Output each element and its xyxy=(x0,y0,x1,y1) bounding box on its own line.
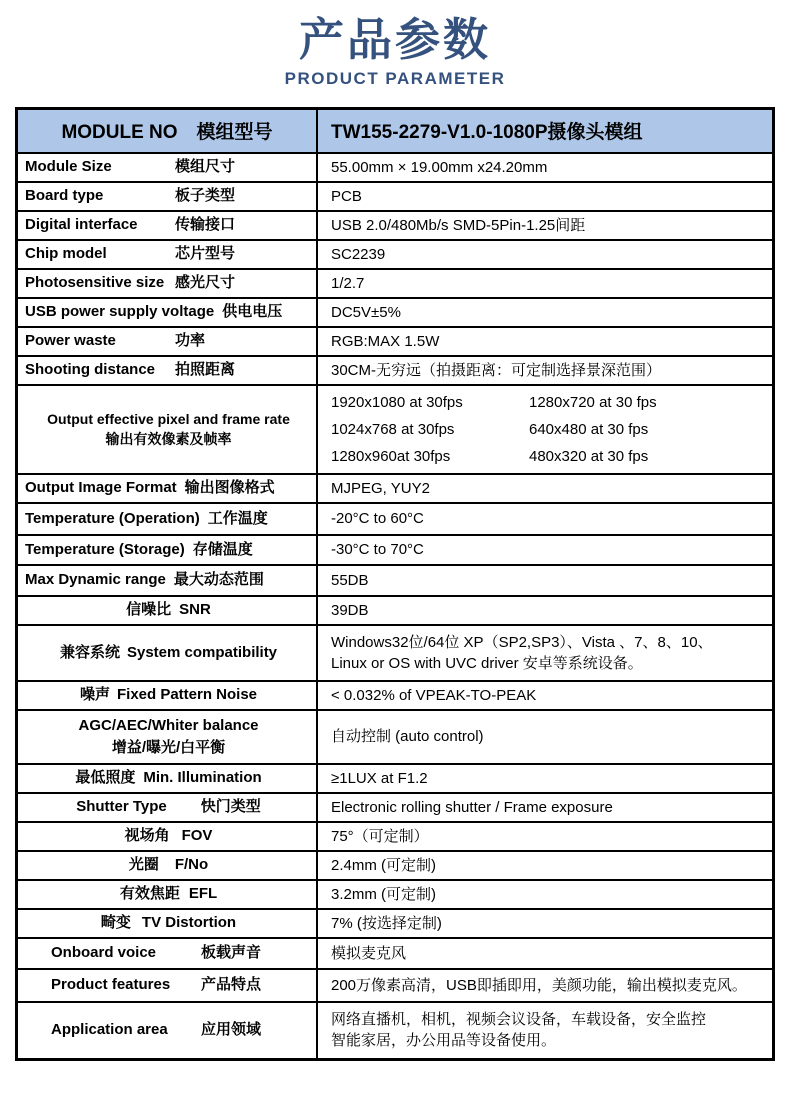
spec-label-output-image-format: Output Image Format 输出图像格式 xyxy=(18,475,318,502)
spec-row-max-dynamic-range xyxy=(18,564,772,595)
spec-label-max-dynamic-range: Max Dynamic range 最大动态范围 xyxy=(18,566,318,595)
spec-value-digital-interface: USB 2.0/480Mb/s SMD-5Pin-1.25间距 xyxy=(331,216,586,234)
spec-row-tv-distortion xyxy=(18,908,772,937)
spec-value-photosensitive-size: 1/2.7 xyxy=(331,274,365,292)
spec-label-agc-aec-white-balance: AGC/AEC/Whiter balance 增益/曝光/白平衡 xyxy=(18,711,318,763)
spec-value-max-dynamic-range: 55DB xyxy=(331,571,369,589)
spec-label-temperature-storage: Temperature (Storage) 存储温度 xyxy=(18,536,318,564)
spec-label-module-size: Module Size 模组尺寸 xyxy=(18,154,318,181)
spec-value-module-size: 55.00mm × 19.00mm x24.20mm xyxy=(331,158,548,176)
spec-row-module-size xyxy=(18,152,772,181)
spec-label-onboard-voice: Onboard voice 板载声音 xyxy=(18,939,318,968)
spec-row-output-pixel-frame-rate xyxy=(18,384,772,473)
spec-row-application-area xyxy=(18,1001,772,1058)
spec-row-photosensitive-size xyxy=(18,268,772,297)
spec-row-system-compatibility xyxy=(18,624,772,680)
spec-label-board-type: Board type 板子类型 xyxy=(18,183,318,210)
spec-label-digital-interface: Digital interface 传输接口 xyxy=(18,212,318,239)
spec-label-shooting-distance: Shooting distance 拍照距离 xyxy=(18,357,318,384)
table-header-row xyxy=(18,110,772,152)
spec-value-f-no: 2.4mm (可定制) xyxy=(331,856,437,874)
spec-value-usb-power-supply-voltage: DC5V±5% xyxy=(331,303,401,321)
spec-label-fixed-pattern-noise: 噪声 Fixed Pattern Noise xyxy=(18,682,318,709)
spec-value-fov: 75°（可定制） xyxy=(331,827,429,845)
spec-row-min-illumination xyxy=(18,763,772,792)
spec-row-usb-power-supply-voltage xyxy=(18,297,772,326)
spec-label-snr: 信噪比 SNR xyxy=(18,597,318,624)
title-block xyxy=(0,0,790,89)
spec-row-shooting-distance xyxy=(18,355,772,384)
spec-table xyxy=(15,107,775,1061)
spec-label-efl: 有效焦距 EFL xyxy=(18,881,318,908)
spec-label-photosensitive-size: Photosensitive size 感光尺寸 xyxy=(18,270,318,297)
spec-row-shutter-type xyxy=(18,792,772,821)
page-title: 产品参数 xyxy=(298,14,491,65)
spec-row-snr xyxy=(18,595,772,624)
spec-row-board-type xyxy=(18,181,772,210)
spec-row-temperature-operation xyxy=(18,502,772,534)
spec-value-agc-aec-white-balance: 自动控制 (auto control) xyxy=(331,728,484,746)
spec-row-digital-interface xyxy=(18,210,772,239)
spec-label-temperature-operation: Temperature (Operation) 工作温度 xyxy=(18,504,318,534)
spec-value-snr: 39DB xyxy=(331,601,369,619)
spec-label-system-compatibility: 兼容系统 System compatibility xyxy=(18,626,318,680)
spec-label-product-features: Product features 产品特点 xyxy=(18,970,318,1001)
spec-label-shutter-type: Shutter Type 快门类型 xyxy=(18,794,318,821)
spec-value-power-waste: RGB:MAX 1.5W xyxy=(331,332,440,350)
spec-row-agc-aec-white-balance xyxy=(18,709,772,763)
spec-label-power-waste: Power waste 功率 xyxy=(18,328,318,355)
spec-value-chip-model: SC2239 xyxy=(331,245,386,263)
spec-row-onboard-voice xyxy=(18,937,772,968)
spec-label-min-illumination: 最低照度 Min. Illumination xyxy=(18,765,318,792)
spec-value-application-area: 网络直播机，相机，视频会议设备，车载设备，安全监控 智能家居，办公用品等设备使用。 xyxy=(331,1011,707,1050)
spec-value-board-type: PCB xyxy=(331,187,362,205)
spec-value-shooting-distance: 30CM-无穷远（拍摄距离：可定制选择景深范围） xyxy=(331,361,662,379)
spec-row-fov xyxy=(18,821,772,850)
spec-value-fixed-pattern-noise: < 0.032% of VPEAK-TO-PEAK xyxy=(331,686,537,704)
spec-row-power-waste xyxy=(18,326,772,355)
spec-row-product-features xyxy=(18,968,772,1001)
spec-row-f-no xyxy=(18,850,772,879)
spec-label-output-pixel-frame-rate: Output effective pixel and frame rate 输出有效像素及帧率 xyxy=(18,386,318,473)
spec-label-chip-model: Chip model 芯片型号 xyxy=(18,241,318,268)
spec-value-shutter-type: Electronic rolling shutter / Frame exposure xyxy=(331,798,613,816)
spec-value-onboard-voice: 模拟麦克风 xyxy=(331,944,407,962)
spec-label-fov: 视场角 FOV xyxy=(18,823,318,850)
spec-value-tv-distortion: 7% (按选择定制) xyxy=(331,914,442,932)
spec-label-usb-power-supply-voltage: USB power supply voltage 供电电压 xyxy=(18,299,318,326)
spec-value-temperature-storage: -30°C to 70°C xyxy=(331,541,424,559)
table-header-model-number: TW155-2279-V1.0-1080P摄像头模组 xyxy=(331,122,643,144)
spec-label-application-area: Application area 应用领域 xyxy=(18,1003,318,1058)
spec-row-output-image-format xyxy=(18,473,772,502)
table-header-module-no: MODULE NO 模组型号 xyxy=(18,110,318,152)
spec-row-fixed-pattern-noise xyxy=(18,680,772,709)
page-subtitle: PRODUCT PARAMETER xyxy=(284,68,506,88)
spec-value-output-image-format: MJPEG, YUY2 xyxy=(331,479,430,497)
spec-row-efl xyxy=(18,879,772,908)
spec-row-chip-model xyxy=(18,239,772,268)
spec-row-temperature-storage xyxy=(18,534,772,564)
spec-value-temperature-operation: -20°C to 60°C xyxy=(331,510,424,528)
spec-label-tv-distortion: 畸变 TV Distortion xyxy=(18,910,318,937)
spec-value-efl: 3.2mm (可定制) xyxy=(331,885,437,903)
spec-value-min-illumination: ≥1LUX at F1.2 xyxy=(331,769,428,787)
spec-value-system-compatibility: Windows32位/64位 XP（SP2,SP3）、Vista 、7、8、10、 Linux or OS with UVC driver 安卓等系统设备。 xyxy=(331,633,713,672)
spec-value-output-pixel-frame-rate: 1920x1080 at 30fps 1024x768 at 30fps 1280x960at 30fps 1280x720 at 30 fps 640x480 at 30 fps 480x320 at 30 fps xyxy=(331,393,657,465)
spec-value-product-features: 200万像素高清，USB即插即用，美颜功能，输出模拟麦克风。 xyxy=(331,976,747,994)
spec-label-f-no: 光圈 F/No xyxy=(18,852,318,879)
